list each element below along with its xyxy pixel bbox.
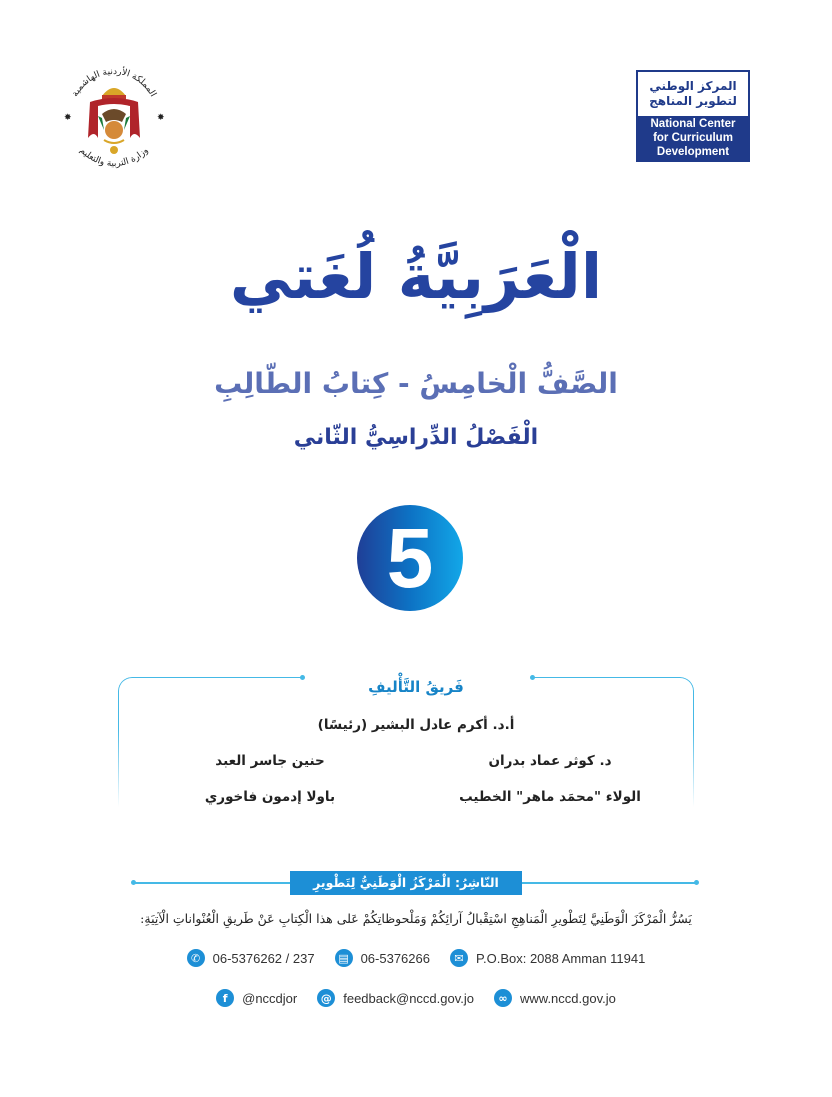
website-url[interactable]: www.nccd.gov.jo: [520, 990, 616, 1006]
phone-icon: ✆: [187, 949, 205, 967]
nccd-logo: [636, 70, 750, 162]
email-address[interactable]: feedback@nccd.gov.jo: [343, 990, 474, 1006]
grade-number-badge: [357, 505, 463, 611]
nccd-logo-english: [638, 116, 748, 160]
authors-heading: فَريقُ التَّأْليفِ: [368, 678, 464, 696]
link-icon: ∞: [494, 989, 512, 1007]
facebook-handle[interactable]: @nccdjor: [242, 990, 298, 1006]
fax-number: 06-5376266: [360, 950, 430, 966]
contact-website[interactable]: [494, 989, 616, 1007]
author-lead: أ.د. أكرم عادل البشير (رئيسًا): [317, 717, 515, 733]
svg-text:✸: ✸: [64, 113, 72, 123]
contact-row-1: [0, 947, 832, 969]
nccd-logo-arabic-line2: لتطوير المناهج: [649, 94, 737, 108]
po-box: P.O.Box: 2088 Amman 11941: [475, 950, 646, 966]
nccd-logo-english-line2: for Curriculum: [653, 132, 733, 144]
jordan-coat-of-arms-icon: [58, 60, 170, 172]
email-at-icon: @: [317, 989, 335, 1007]
publisher-label: النّاشِرُ: الْمَرْكَزُ الْوَطَنِيُّ لِتَطْويرِ الْمَناهِجِ: [290, 871, 522, 895]
mail-icon: ✉: [450, 949, 468, 967]
contact-phone: [187, 949, 315, 967]
book-title: الْعَرَبِيَّةُ لُغَتي: [229, 240, 603, 313]
phone-number: 06-5376262 / 237: [212, 950, 315, 966]
semester-label: الْفَصْلُ الدِّراسِيُّ الثّاني: [293, 425, 539, 450]
nccd-logo-english-line3: Development: [656, 146, 730, 158]
contact-fax: [335, 949, 430, 967]
contact-email[interactable]: [317, 989, 474, 1007]
author-right-2: الولاء "محمَد ماهر" الخطيب: [459, 789, 641, 805]
grade-number: 5: [386, 510, 434, 605]
svg-text:✸: ✸: [157, 113, 165, 123]
feedback-invitation: يَسُرُّ الْمَرْكَزَ الْوَطَنِيَّ لِتَطْويرِ الْمَناهِجِ اسْتِقْبالُ آرائِكُمْ وَمَلْحوظاتِكُمْ عَلى هذا الْكِتابِ عَنْ طَريقِ الْعُنْواناتِ الْآتِيَةِ:: [140, 911, 692, 926]
author-left-1: حنين جاسر العبد: [215, 753, 325, 769]
contact-facebook[interactable]: [216, 989, 297, 1007]
publisher-divider-dot-right: [694, 880, 699, 885]
nccd-logo-english-line1: National Center: [650, 118, 736, 130]
ministry-emblem: [58, 60, 170, 172]
author-left-2: باولا إدمون فاخوري: [204, 789, 336, 805]
emblem-ring-text-top: المملكة الأردنية الهاشمية: [70, 66, 158, 99]
publisher-divider-dot-left: [131, 880, 136, 885]
fax-icon: ▤: [335, 949, 353, 967]
contact-mail: [450, 949, 645, 967]
nccd-logo-arabic-line1: المركز الوطني: [649, 79, 737, 93]
contact-row-2: [0, 987, 832, 1009]
facebook-icon: f: [216, 989, 234, 1007]
book-subtitle: الصَّفُّ الْخامِسُ - كِتابُ الطّالِبِ: [214, 367, 618, 400]
author-right-1: د. كوثر عماد بدران: [488, 753, 612, 769]
emblem-ring-text-bottom: وزارة التربية والتعليم: [77, 145, 151, 170]
nccd-logo-arabic: [638, 72, 748, 116]
